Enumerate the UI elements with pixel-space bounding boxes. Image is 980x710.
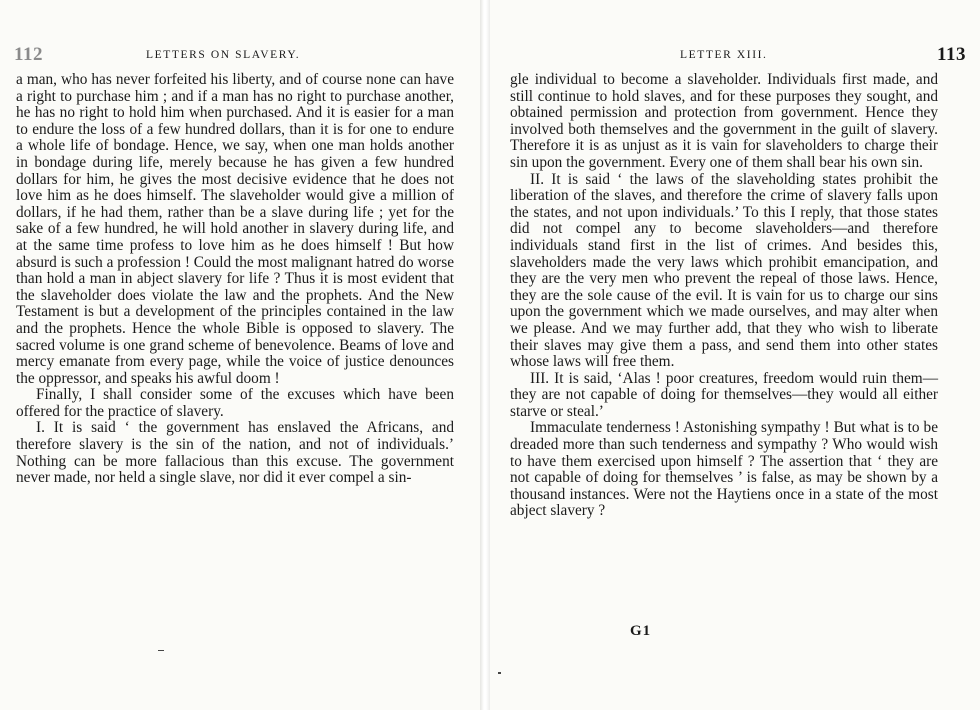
paragraph: gle individual to become a slaveholder. Individuals first made, and still continue to hold slaves, and for these purposes they sought, and obtained permission and protection from government. Hence they involved both themselves and the government in the guilt of slavery. Therefore it is as unjust as it is vain for slaveholders to charge their sin upon the government. Every one of them shall bear his own sin. xyxy=(510,71,938,171)
book-gutter xyxy=(480,0,490,710)
right-running-head xyxy=(490,44,980,64)
left-running-head xyxy=(0,44,480,64)
paragraph: I. It is said ‘ the government has enslaved the Africans, and therefore slavery is the sin of the nation, and not of individuals.’ Nothing can be more fallacious than this excuse. The government never made, nor held a single slave, nor did it ever compel a sin- xyxy=(16,419,454,487)
ink-speck xyxy=(498,672,501,674)
paragraph: a man, who has never forfeited his liberty, and of course none can have a right to purchase him ; and if a man has no right to purchase another, he has no right to hold him when purchased. And it is easier for a man to endure the loss of a few hundred dollars, than it is for one to endure a whole life of bondage. Hence, we say, when one man holds another in bondage during life, merely because he has given a few hundred dollars for him, he gives the most decisive evidence that he does not love him as he does himself. The slaveholder would give a million of dollars, if he had them, rather than be a slave during life ; yet for the sake of a few hundred, he will hold another in slavery during life, and at the same time profess to love him as he does himself ! But how absurd is such a profession ! Could the most malignant hatred do worse than hold a man in abject slavery for life ? Thus it is most evident that the slaveholder does violate the law and the prophets. And the New Testament is but a development of the principles contained in the law and the prophets. Hence the whole Bible is opposed to slavery. The sacred volume is one grand scheme of benevolence. Beams of love and mercy emanate from every page, while the voice of justice denounces the oppressor, and speaks his awful doom ! xyxy=(16,71,454,387)
paragraph: II. It is said ‘ the laws of the slaveholding states prohibit the liberation of the slaves, and therefore the crime of slavery falls upon the states, and not upon individuals.’ To this I reply, that those states did not compel any to become slaveholders—and therefore individuals stand first in the list of crimes. And besides this, slaveholders made the very laws which prohibit emancipation, and they are the very men who prevent the repeal of those laws. Hence, they are the sole cause of the evil. It is vain for us to charge our sins upon the government which we made ourselves, and may alter when we please. And we may further add, that they who wish to liberate their slaves may give them a pass, and send them into other states whose laws will free them. xyxy=(510,170,938,371)
left-page xyxy=(0,0,480,710)
right-page xyxy=(490,0,980,710)
left-running-title: LETTERS ON SLAVERY. xyxy=(146,49,301,61)
paragraph: Immaculate tenderness ! Astonishing sympathy ! But what is to be dreaded more than such tenderness and sympathy ? Who would wish to have them exercised upon himself ? The assertion that ‘ they are not capable of doing for themselves ’ is false, as may be shown by a thousand instances. Were not the Haytiens once in a state of the most abject slavery ? xyxy=(510,419,938,520)
ink-speck xyxy=(158,650,164,651)
right-page-text xyxy=(510,72,938,520)
signature-mark: G1 xyxy=(630,623,652,639)
left-page-text xyxy=(16,72,454,487)
paragraph: Finally, I shall consider some of the excuses which have been offered for the practice of slavery. xyxy=(16,386,454,420)
right-running-title: LETTER XIII. xyxy=(680,49,768,61)
right-page-number: 113 xyxy=(937,44,966,65)
left-page-number: 112 xyxy=(14,44,43,65)
paragraph: III. It is said, ‘Alas ! poor creatures, freedom would ruin them—they are not capable of doing for themselves—they would all either starve or steal.’ xyxy=(510,369,938,420)
